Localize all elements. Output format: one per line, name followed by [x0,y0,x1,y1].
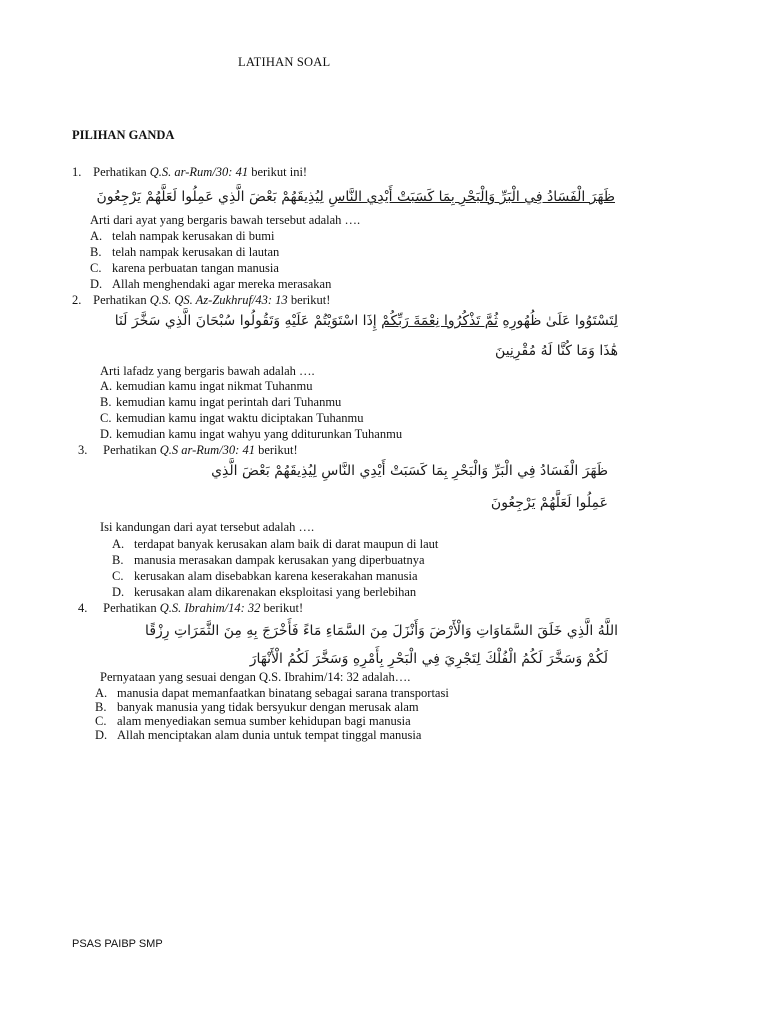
arabic-segment: لِتَسْتَوُوا عَلَىٰ ظُهُورِهِ [497,313,618,329]
question-prefix: Perhatikan [93,293,150,307]
question-1-header [72,165,307,180]
option-text: manusia dapat memanfaatkan binatang sebagai sarana transportasi [117,686,449,700]
option-b[interactable] [90,245,279,260]
arabic-verse [100,310,618,332]
question-prefix: Perhatikan [93,165,150,179]
option-text: Allah menciptakan alam dunia untuk tempat tinggal manusia [117,728,422,742]
option-letter: D. [100,427,113,441]
question-suffix: berikut! [287,293,331,307]
arabic-segment: عَمِلُوا لَعَلَّهُمْ يَرْجِعُونَ [490,495,608,511]
question-number: 4. [78,601,88,615]
arabic-segment: اللَّهُ الَّذِي خَلَقَ السَّمَاوَاتِ وَالْأَرْضَ وَأَنْزَلَ مِنَ السَّمَاءِ مَاءً فَأَخْرَجَ بِهِ مِنَ الثَّمَرَاتِ رِزْقًا [145,623,618,639]
arabic-verse [100,620,618,642]
option-text: kemudian kamu ingat perintah dari Tuhanmu [116,395,342,409]
option-text: kerusakan alam disebabkan karena keserakahan manusia [134,569,418,583]
option-letter: A. [112,537,125,551]
option-letter: A. [95,686,108,700]
option-letter: D. [90,277,103,291]
arabic-verse [100,492,608,514]
option-a[interactable] [95,686,449,701]
option-d[interactable] [100,427,402,442]
arabic-segment: إِذَا اسْتَوَيْتُمْ عَلَيْهِ وَتَقُولُوا سُبْحَانَ الَّذِي سَخَّرَ لَنَا [114,313,382,329]
question-prompt: Arti dari ayat yang bergaris bawah tersebut adalah …. [90,213,361,227]
option-a[interactable] [112,537,438,552]
option-c[interactable] [112,569,418,584]
page-title: LATIHAN SOAL [238,55,331,69]
option-letter: D. [95,728,108,742]
option-text: telah nampak kerusakan di bumi [112,229,275,243]
question-number: 1. [72,165,82,179]
option-letter: C. [100,411,112,425]
question-number: 2. [72,293,82,307]
option-d[interactable] [90,277,331,292]
arabic-verse [100,648,608,670]
option-text: telah nampak kerusakan di lautan [112,245,280,259]
option-text: kerusakan alam dikarenakan eksploitasi yang berlebihan [134,585,417,599]
question-3-header [78,443,298,458]
question-suffix: berikut! [260,601,304,615]
arabic-verse [100,460,608,482]
option-letter: D. [112,585,125,599]
option-b[interactable] [112,553,425,568]
arabic-line [250,651,608,667]
option-letter: C. [90,261,102,275]
question-2-header [72,293,330,308]
option-letter: B. [95,700,107,714]
option-letter: C. [95,714,107,728]
question-prompt: Arti lafadz yang bergaris bawah adalah …. [100,364,315,378]
page-footer: PSAS PAIBP SMP [72,938,163,950]
question-prompt: Isi kandungan dari ayat tersebut adalah …. [100,520,315,534]
option-text: banyak manusia yang tidak bersyukur dengan merusak alam [117,700,419,714]
option-d[interactable] [95,728,421,743]
option-text: manusia merasakan dampak kerusakan yang diperbuatnya [134,553,425,567]
arabic-segment: لَكُمْ وَسَخَّرَ لَكُمُ الْفُلْكَ لِتَجْرِيَ فِي الْبَحْرِ بِأَمْرِهِ وَسَخَّرَ لَكُمُ الْأَنْهَارَ [249,651,608,667]
surah-reference: Q.S. QS. Az-Zukhruf/43: 13 [149,293,288,307]
surah-reference: Q.S. ar-Rum/30: 41 [149,165,249,179]
option-c[interactable] [100,411,364,426]
surah-reference: Q.S. Ibrahim/14: 32 [159,601,261,615]
question-suffix: berikut! [254,443,298,457]
arabic-underlined-segment: ظَهَرَ الْفَسَادُ فِي الْبَرِّ وَالْبَحْرِ بِمَا كَسَبَتْ أَيْدِي النَّاسِ [328,189,615,205]
question-prompt: Pernyataan yang sesuai dengan Q.S. Ibrahim/14: 32 adalah…. [100,670,411,684]
arabic-line [211,463,608,479]
arabic-line [97,189,615,205]
question-prefix: Perhatikan [103,443,160,457]
option-text: kemudian kamu ingat wahyu yang dditurunkan Tuhanmu [116,427,403,441]
option-text: alam menyediakan semua sumber kehidupan bagi manusia [117,714,411,728]
question-number: 3. [78,443,88,457]
section-title: PILIHAN GANDA [72,128,175,142]
surah-reference: Q.S ar-Rum/30: 41 [159,443,255,457]
arabic-line [491,495,608,511]
option-text: Allah menghendaki agar mereka merasakan [112,277,332,291]
option-letter: B. [112,553,124,567]
option-letter: C. [112,569,124,583]
option-c[interactable] [95,714,411,729]
arabic-segment: هَٰذَا وَمَا كُنَّا لَهُ مُقْرِنِينَ [495,343,618,359]
option-letter: A. [100,379,113,393]
arabic-verse [100,340,618,362]
option-c[interactable] [90,261,279,276]
option-letter: B. [90,245,102,259]
option-b[interactable] [95,700,419,715]
arabic-line [495,343,618,359]
option-a[interactable] [100,379,313,394]
option-text: terdapat banyak kerusakan alam baik di darat maupun di laut [134,537,439,551]
question-suffix: berikut ini! [248,165,308,179]
option-text: kemudian kamu ingat nikmat Tuhanmu [116,379,313,393]
option-letter: A. [90,229,103,243]
option-text: karena perbuatan tangan manusia [112,261,279,275]
arabic-line [115,313,618,329]
arabic-segment: لِيُذِيقَهُمْ بَعْضَ الَّذِي عَمِلُوا لَعَلَّهُمْ يَرْجِعُونَ [96,189,329,205]
question-prefix: Perhatikan [103,601,160,615]
option-b[interactable] [100,395,341,410]
option-d[interactable] [112,585,416,600]
option-a[interactable] [90,229,274,244]
arabic-segment: ظَهَرَ الْفَسَادُ فِي الْبَرِّ وَالْبَحْرِ بِمَا كَسَبَتْ أَيْدِي النَّاسِ لِيُذِيقَهُمْ بَعْضَ الَّذِي [211,463,608,479]
option-text: kemudian kamu ingat waktu diciptakan Tuhanmu [116,411,364,425]
arabic-underlined-segment: ثُمَّ تَذْكُرُوا نِعْمَةَ رَبِّكُمْ [381,313,498,329]
option-letter: B. [100,395,112,409]
arabic-line [145,623,618,639]
arabic-verse [88,186,615,208]
question-4-header [78,601,303,616]
